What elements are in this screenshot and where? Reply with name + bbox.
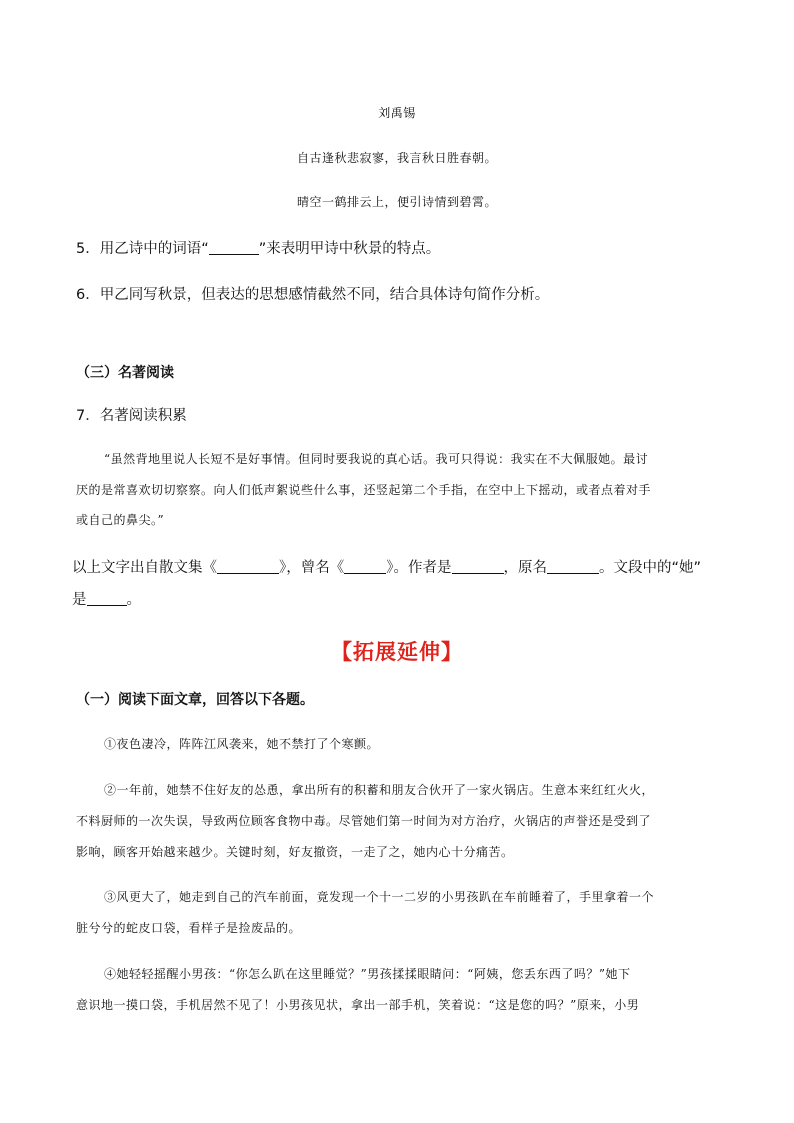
answer-blank[interactable] <box>344 559 386 574</box>
fill-text-6: 是 <box>72 592 87 608</box>
fill-text-2: 》，曾名《 <box>279 560 345 576</box>
paragraph-1: ①夜色凄冷，阵阵江风袭来，她不禁打了个寒颤。 <box>104 737 380 751</box>
quote-line-3: 或自己的鼻尖。” <box>76 513 165 527</box>
paragraph-3-line-1: ③风更大了，她走到自己的汽车前面，竟发现一个十一二岁的小男孩趴在车前睡着了，手里拿着一个 <box>104 890 655 904</box>
poem-line-1: 自古逢秋悲寂寥，我言秋日胜春朝。 <box>296 151 497 165</box>
fill-text-3: 》。作者是 <box>386 560 452 576</box>
question-5 <box>76 237 440 258</box>
quote-line-1: “虽然背地里说人长短不是好事情。但同时要我说的真心话。我可只得说：我实在不大佩服她。最讨 <box>104 452 649 466</box>
quote-line-2: 厌的是常喜欢切切察察。向人们低声絮说些什么事，还竖起第二个手指，在空中上下摇动，或者点着对手 <box>76 483 652 497</box>
paragraph-4-line-2: 意识地一摸口袋，手机居然不见了！小男孩见状，拿出一部手机，笑着说：“这是您的吗？”原来，小男 <box>76 998 640 1012</box>
paragraph-3-line-2: 脏兮兮的蛇皮口袋，看样子是捡废品的。 <box>76 921 302 935</box>
section-3-title: （三）名著阅读 <box>76 365 174 381</box>
poem-author: 刘禹锡 <box>378 106 416 120</box>
question-7: 7．名著阅读积累 <box>76 408 187 424</box>
question-6: 6．甲乙同写秋景，但表达的思想感情截然不同，结合具体诗句简作分析。 <box>76 287 550 303</box>
fill-text-4: ，原名 <box>503 560 547 576</box>
fill-text-5: 。文段中的“她” <box>599 560 702 576</box>
answer-blank[interactable] <box>217 559 279 574</box>
fill-line-1 <box>72 556 701 577</box>
paragraph-2-line-3: 影响，顾客开始越来越少。关键时刻，好友撤资，一走了之，她内心十分痛苦。 <box>76 845 514 859</box>
fill-line-2 <box>72 588 141 609</box>
question-5-suffix: ”来表明甲诗中秋景的特点。 <box>258 241 441 257</box>
fill-text-1: 以上文字出自散文集《 <box>72 560 217 576</box>
paragraph-2-line-2: 不料厨师的一次失误，导致两位顾客食物中毒。尽管她们第一时间为对方治疗，火锅店的声誉还是受到了 <box>76 814 652 828</box>
paragraph-4-line-1: ④她轻轻摇醒小男孩：“你怎么趴在这里睡觉？”男孩揉揉眼睛问：“阿姨，您丢东西了吗？”她下 <box>104 967 631 981</box>
answer-blank[interactable] <box>87 591 127 606</box>
fill-text-7: 。 <box>126 592 141 608</box>
question-5-prefix: 5．用乙诗中的词语“ <box>76 241 209 257</box>
answer-blank[interactable] <box>209 240 259 255</box>
paragraph-2-line-1: ②一年前，她禁不住好友的怂恿，拿出所有的积蓄和朋友合伙开了一家火锅店。生意本来红红火火， <box>104 783 655 797</box>
poem-line-2: 晴空一鹤排云上，便引诗情到碧霄。 <box>296 195 497 209</box>
answer-blank[interactable] <box>452 559 504 574</box>
extension-subtitle: （一）阅读下面文章，回答以下各题。 <box>76 692 314 708</box>
extension-title: 【拓展延伸】 <box>331 640 463 664</box>
answer-blank[interactable] <box>547 559 599 574</box>
